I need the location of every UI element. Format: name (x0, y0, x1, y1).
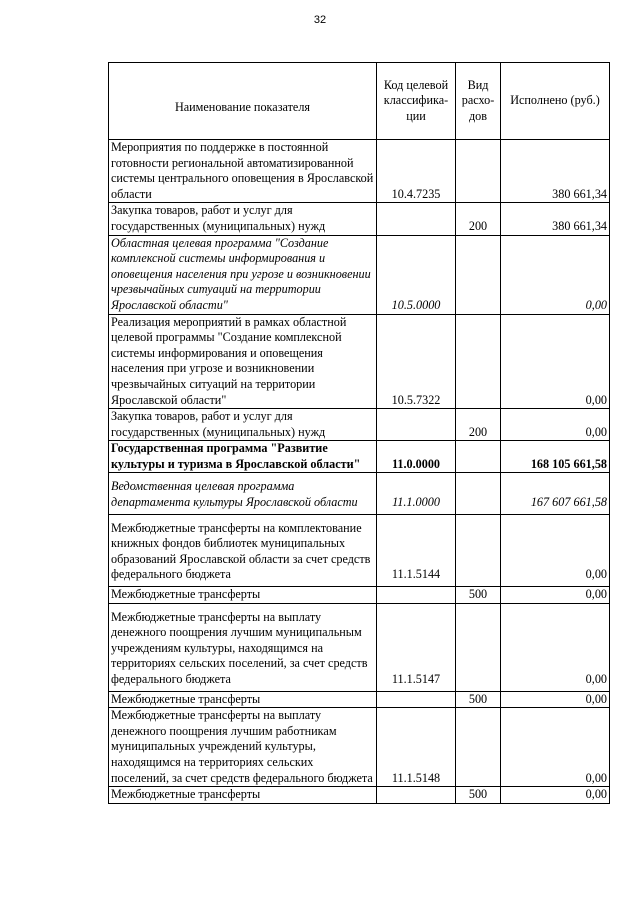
row-code (377, 787, 456, 804)
row-sum: 0,00 (501, 691, 610, 708)
table-row (109, 514, 610, 586)
table-row (109, 235, 610, 314)
row-sum: 0,00 (501, 514, 610, 586)
page-number: 32 (313, 14, 327, 26)
row-kind (456, 473, 501, 514)
table-header-row (109, 63, 610, 140)
header-name: Наименование показателя (109, 63, 377, 140)
header-kind: Вид расхо-дов (456, 63, 501, 140)
row-sum: 0,00 (501, 603, 610, 691)
row-name: Областная целевая программа "Создание комплексной системы информирования и оповещения населения при угрозе и возникновении чрезвычайных ситуаций на территории Ярославской области" (109, 235, 377, 314)
row-code: 11.1.0000 (377, 473, 456, 514)
row-code: 11.1.5147 (377, 603, 456, 691)
row-sum: 0,00 (501, 708, 610, 787)
row-sum: 380 661,34 (501, 140, 610, 203)
row-kind (456, 314, 501, 409)
row-sum: 0,00 (501, 787, 610, 804)
row-name: Межбюджетные трансферты (109, 691, 377, 708)
row-sum: 0,00 (501, 314, 610, 409)
table-row (109, 441, 610, 473)
row-name: Межбюджетные трансферты на выплату денежного поощрения лучшим работникам муниципальных учреждений культуры, находящимся на территориях сельских поселений, за счет средств федерального бюджета (109, 708, 377, 787)
row-sum: 0,00 (501, 235, 610, 314)
row-code (377, 409, 456, 441)
row-sum: 167 607 661,58 (501, 473, 610, 514)
row-code: 10.5.0000 (377, 235, 456, 314)
row-code (377, 203, 456, 235)
row-code (377, 691, 456, 708)
table-row (109, 140, 610, 203)
row-name: Закупка товаров, работ и услуг для государственных (муниципальных) нужд (109, 203, 377, 235)
row-code: 10.5.7322 (377, 314, 456, 409)
row-code: 11.1.5144 (377, 514, 456, 586)
row-code (377, 587, 456, 604)
row-kind (456, 708, 501, 787)
row-kind (456, 235, 501, 314)
row-sum: 0,00 (501, 409, 610, 441)
row-name: Государственная программа "Развитие культуры и туризма в Ярославской области" (109, 441, 377, 473)
row-kind: 500 (456, 691, 501, 708)
expenditure-table (108, 62, 610, 804)
row-kind: 200 (456, 203, 501, 235)
row-code: 11.0.0000 (377, 441, 456, 473)
row-name: Межбюджетные трансферты (109, 587, 377, 604)
row-name: Межбюджетные трансферты (109, 787, 377, 804)
table-row (109, 473, 610, 514)
row-kind: 500 (456, 587, 501, 604)
row-kind (456, 514, 501, 586)
row-code: 11.1.5148 (377, 708, 456, 787)
row-name: Межбюджетные трансферты на выплату денежного поощрения лучшим муниципальным учреждениям культуры, находящимся на территориях сельских поселений, за счет средств федерального бюджета (109, 603, 377, 691)
row-code: 10.4.7235 (377, 140, 456, 203)
table-row (109, 708, 610, 787)
table-row (109, 603, 610, 691)
row-sum: 380 661,34 (501, 203, 610, 235)
row-kind (456, 603, 501, 691)
row-kind (456, 140, 501, 203)
row-name: Реализация мероприятий в рамках областной целевой программы "Создание комплексной системы информирования и оповещения населения при угрозе и возникновении чрезвычайных ситуаций на территории Ярославской области" (109, 314, 377, 409)
row-name: Мероприятия по поддержке в постоянной готовности региональной автоматизированной системы центрального оповещения в Ярославской области (109, 140, 377, 203)
header-code: Код целевой классифика-ции (377, 63, 456, 140)
row-name: Ведомственная целевая программа департамента культуры Ярославской области (109, 473, 377, 514)
row-name: Межбюджетные трансферты на комплектование книжных фондов библиотек муниципальных образований Ярославской области за счет средств федерального бюджета (109, 514, 377, 586)
row-sum: 0,00 (501, 587, 610, 604)
table-row (109, 587, 610, 604)
header-sum: Исполнено (руб.) (501, 63, 610, 140)
table-row (109, 314, 610, 409)
row-name: Закупка товаров, работ и услуг для государственных (муниципальных) нужд (109, 409, 377, 441)
row-kind (456, 441, 501, 473)
table-row (109, 409, 610, 441)
row-kind: 500 (456, 787, 501, 804)
table-row (109, 203, 610, 235)
row-sum: 168 105 661,58 (501, 441, 610, 473)
table-row (109, 691, 610, 708)
row-kind: 200 (456, 409, 501, 441)
table-row (109, 787, 610, 804)
